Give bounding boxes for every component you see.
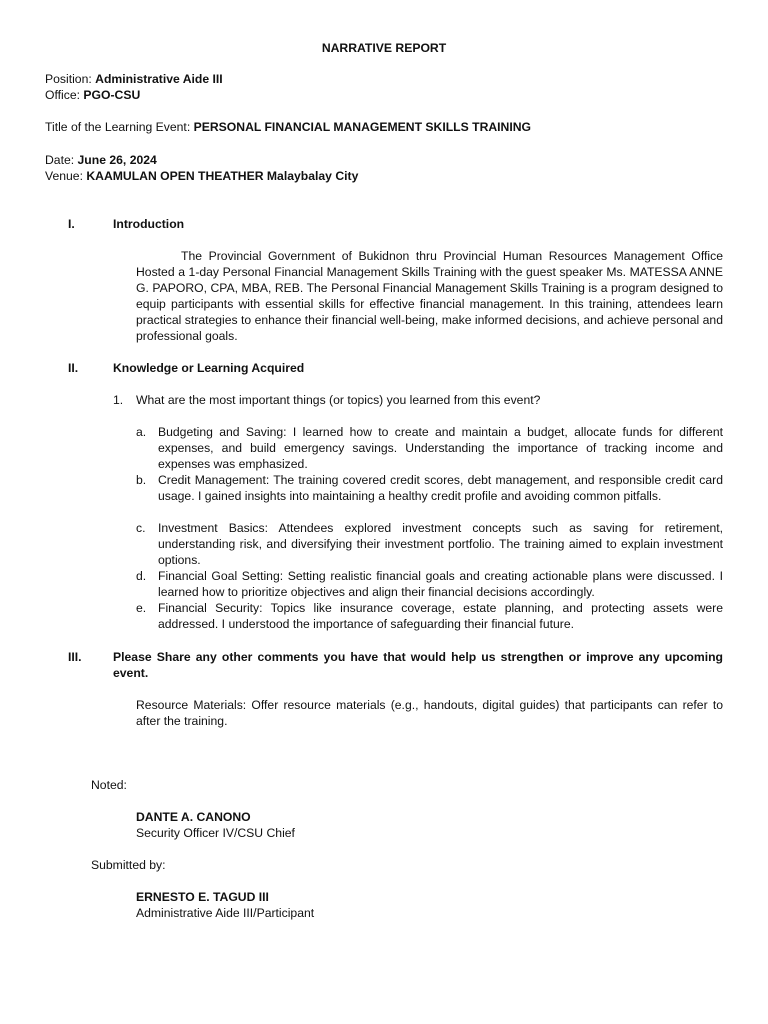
list-item-investment: Investment Basics: Attendees explored investment concepts such as saving for retirement, understanding risk, and diversifying their investment portfolio. The training aimed to explain investment options.	[158, 521, 723, 567]
section-3-title: Please Share any other comments you have that would help us strengthen or improve any upcoming event.	[113, 650, 723, 680]
report-title: NARRATIVE REPORT	[321, 41, 447, 55]
noted-name: DANTE A. CANONO	[136, 810, 251, 824]
position-value: Administrative Aide III	[95, 72, 223, 86]
date-line	[45, 152, 157, 168]
list-item-budgeting: Budgeting and Saving: I learned how to create and maintain a budget, allocate funds for different expenses, and build emergency savings. Understanding the importance of tracking income and expenses was emphasized.	[158, 425, 723, 471]
resource-materials-paragraph: Resource Materials: Offer resource materials (e.g., handouts, digital guides) that participants can refer to after the training.	[136, 698, 723, 728]
noted-title: Security Officer IV/CSU Chief	[136, 826, 295, 840]
section-1-number: I.	[68, 217, 75, 231]
question-number: 1.	[113, 393, 124, 407]
list-item-goal-setting: Financial Goal Setting: Setting realistic financial goals and creating actionable plans were discussed. I learned how to prioritize objectives and align their financial decisions accordingly.	[158, 569, 723, 599]
event-value: PERSONAL FINANCIAL MANAGEMENT SKILLS TRAINING	[193, 120, 532, 134]
list-item-security: Financial Security: Topics like insurance coverage, estate planning, and protecting assets were addressed. I understood the importance of safeguarding their financial future.	[158, 601, 723, 631]
section-3-number: III.	[68, 650, 82, 664]
date-value: June 26, 2024	[77, 153, 157, 167]
submitted-title: Administrative Aide III/Participant	[136, 906, 315, 920]
venue-line	[45, 168, 358, 184]
list-item-letter: e.	[136, 601, 147, 615]
position-line	[45, 71, 223, 87]
position-label: Position:	[45, 72, 96, 86]
event-label: Title of the Learning Event:	[45, 120, 194, 134]
section-2-number: II.	[68, 361, 79, 375]
submitted-name: ERNESTO E. TAGUD III	[136, 890, 269, 904]
office-label: Office:	[45, 88, 84, 102]
list-item-credit: Credit Management: The training covered credit scores, debt management, and responsible credit card usage. I gained insights into maintaining a healthy credit profile and avoiding common pitfalls.	[158, 473, 723, 503]
office-value: PGO-CSU	[83, 88, 141, 102]
introduction-paragraph: The Provincial Government of Bukidnon thru Provincial Human Resources Management Office Hosted a 1-day Personal Financial Management Skills Training with the guest speaker Ms. MATESSA ANNE G. PAPORO, CPA, MBA, REB. The Personal Financial Management Skills Training is a program designed to equip participants with essential skills for effective financial management. In this training, attendees learn practical strategies to enhance their financial well-being, make informed decisions, and achieve personal and professional goals.	[136, 249, 723, 343]
section-1-title: Introduction	[113, 217, 185, 231]
list-item-letter: b.	[136, 473, 147, 487]
date-label: Date:	[45, 153, 78, 167]
office-line	[45, 87, 140, 103]
venue-value: KAAMULAN OPEN THEATHER Malaybalay City	[86, 169, 359, 183]
section-2-title: Knowledge or Learning Acquired	[113, 361, 305, 375]
venue-label: Venue:	[45, 169, 87, 183]
list-item-letter: d.	[136, 569, 147, 583]
event-title-line	[45, 119, 531, 135]
noted-label: Noted:	[91, 778, 127, 792]
question-text: What are the most important things (or topics) you learned from this event?	[136, 393, 541, 407]
list-item-letter: a.	[136, 425, 147, 439]
submitted-label: Submitted by:	[91, 858, 166, 872]
list-item-letter: c.	[136, 521, 146, 535]
